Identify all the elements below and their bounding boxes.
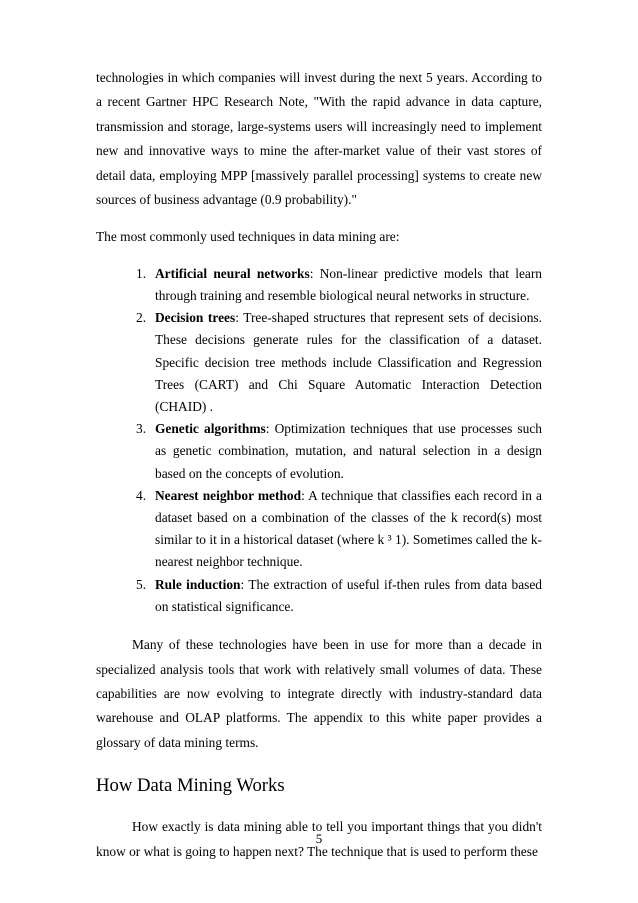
list-item-term: Genetic algorithms: [155, 421, 266, 437]
page-number: 5: [315, 831, 323, 846]
list-item-number: 3.: [136, 421, 147, 437]
list-item-number: 2.: [136, 310, 147, 326]
list-item-term: Nearest neighbor method: [155, 487, 302, 503]
list-item-description: : Tree-shaped structures that represent sets of decisions. These decisions generate rules for the classification of a dataset. Specific decision tree methods include Classification and Regression Trees (CART) and Chi Square Automatic Interaction Detection (CHAID) .: [155, 310, 542, 415]
list-intro: The most commonly used techniques in data mining are:: [96, 229, 400, 245]
techniques-list: [96, 263, 542, 618]
list-item-number: 5.: [136, 576, 147, 592]
list-item-description: : Non-linear predictive models that learn through training and resemble biological neural networks in structure.: [155, 265, 542, 304]
list-item-term: Decision trees: [155, 310, 236, 326]
intro-paragraph: technologies in which companies will invest during the next 5 years. According to a recent Gartner HPC Research Note, "With the rapid advance in data capture, transmission and storage, large-systems users will increasingly need to implement new and innovative ways to mine the after-market value of their vast stores of detail data, employing MPP [massively parallel processing] systems to create new sources of business advantage (0.9 probability).": [96, 70, 542, 208]
list-item: [136, 485, 542, 574]
list-item-description: : A technique that classifies each record in a dataset based on a combination of the classes of the k record(s) most similar to it in a historical dataset (where k ³ 1). Sometimes called the k-nearest neighbor technique.: [155, 487, 542, 570]
list-item: [136, 263, 542, 307]
list-item-description: : Optimization techniques that use processes such as genetic combination, mutation, and natural selection in a design based on the concepts of evolution.: [155, 421, 542, 481]
section-paragraph: How exactly is data mining able to tell you important things that you didn't know or what is going to happen next? The technique that is used to perform these: [96, 819, 542, 859]
section-heading: How Data Mining Works: [96, 775, 285, 797]
list-item: [136, 574, 542, 618]
list-item: [136, 307, 542, 418]
document-page: [96, 66, 542, 864]
list-item-number: 1.: [136, 265, 147, 281]
list-item-number: 4.: [136, 487, 147, 503]
list-item: [136, 418, 542, 485]
list-item-term: Artificial neural networks: [155, 265, 310, 281]
closing-paragraph: Many of these technologies have been in use for more than a decade in specialized analysis tools that work with relatively small volumes of data. These capabilities are now evolving to integrate directly with industry-standard data warehouse and OLAP platforms. The appendix to this white paper provides a glossary of data mining terms.: [96, 637, 542, 750]
list-item-description: : The extraction of useful if-then rules from data based on statistical significance.: [155, 576, 542, 614]
list-item-term: Rule induction: [155, 576, 241, 592]
